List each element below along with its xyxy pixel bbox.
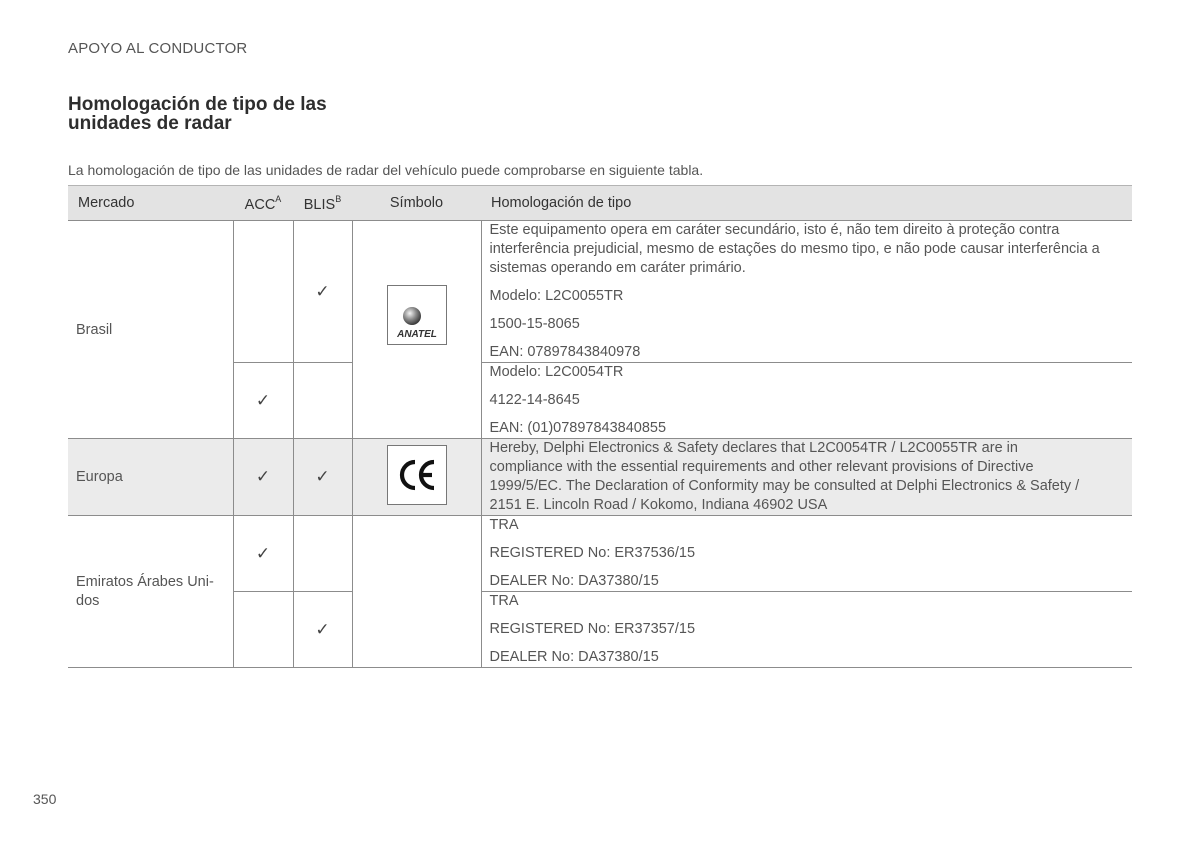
acc-check: ✓ xyxy=(233,363,293,439)
table-row xyxy=(68,221,1132,363)
brasil-ean-1: EAN: 07897843840978 xyxy=(489,344,641,360)
header-symbol: Símbolo xyxy=(352,186,481,221)
emiratos-line-1: Emiratos Árabes Uni- xyxy=(76,573,214,590)
market-emiratos xyxy=(68,516,233,668)
title-line-1: Homologación de tipo de las xyxy=(68,94,327,115)
header-homologation: Homologación de tipo xyxy=(481,186,1132,221)
europa-line-4: 2151 E. Lincoln Road / Kokomo, Indiana 46902 USA xyxy=(489,497,828,513)
symbol-cell xyxy=(352,439,481,516)
emiratos-tra-1: TRA xyxy=(489,517,519,533)
ce-mark-icon xyxy=(387,445,447,505)
page-number: 350 xyxy=(33,791,57,807)
homologation-brasil-2 xyxy=(481,363,1132,439)
homologation-table xyxy=(68,185,1132,668)
acc-check: ✓ xyxy=(233,439,293,516)
emiratos-tra-2: TRA xyxy=(489,593,519,609)
blis-cell xyxy=(293,516,352,592)
brasil-ean-2: EAN: (01)07897843840855 xyxy=(489,420,667,436)
homologation-brasil-1 xyxy=(481,221,1132,363)
table-row xyxy=(68,516,1132,592)
brasil-model-1: Modelo: L2C0055TR xyxy=(489,288,624,304)
intro-text: La homologación de tipo de las unidades de radar del vehículo puede comprobarse en siguiente tabla. xyxy=(68,162,704,178)
homologation-emiratos-2 xyxy=(481,592,1132,668)
emiratos-registered-2: REGISTERED No: ER37357/15 xyxy=(489,621,696,637)
europa-line-2: compliance with the essential requirements and other relevant provisions of Directive xyxy=(489,459,1034,475)
title-line-2: unidades de radar xyxy=(68,113,232,134)
symbol-cell xyxy=(352,516,481,668)
blis-cell xyxy=(293,363,352,439)
homologation-emiratos-1 xyxy=(481,516,1132,592)
homologation-europa xyxy=(481,439,1132,516)
blis-check: ✓ xyxy=(293,221,352,363)
emiratos-dealer-2: DEALER No: DA37380/15 xyxy=(489,649,659,665)
page-title xyxy=(68,95,468,133)
anatel-logo-icon xyxy=(387,285,447,345)
brasil-code-1: 1500-15-8065 xyxy=(489,316,580,332)
europa-line-3: 1999/5/EC. The Declaration of Conformity may be consulted at Delphi Electronics & Safety / xyxy=(489,478,1080,494)
table-row xyxy=(68,439,1132,516)
table-header-row xyxy=(68,186,1132,221)
emiratos-line-2: dos xyxy=(76,592,100,609)
brasil-model-2: Modelo: L2C0054TR xyxy=(489,364,624,380)
market-brasil: Brasil xyxy=(68,221,233,439)
emiratos-registered-1: REGISTERED No: ER37536/15 xyxy=(489,545,696,561)
header-acc: $ACC^A$ xyxy=(233,186,293,221)
blis-check: ✓ xyxy=(293,439,352,516)
acc-check: ✓ xyxy=(233,516,293,592)
svg-text:ANATEL: ANATEL xyxy=(396,328,437,340)
blis-check: ✓ xyxy=(293,592,352,668)
europa-line-1: Hereby, Delphi Electronics & Safety declares that L2C0054TR / L2C0055TR are in xyxy=(489,440,1018,456)
brasil-code-2: 4122-14-8645 xyxy=(489,392,580,408)
brasil-paragraph: Este equipamento opera em caráter secundário, isto é, não tem direito à proteção contra interferência prejudicial, mesmo de estações do mesmo tipo, e não pode causar interferência a sistemas operando em caráter primário. xyxy=(489,222,1100,276)
acc-cell xyxy=(233,592,293,668)
symbol-cell xyxy=(352,221,481,439)
market-europa: Europa xyxy=(68,439,233,516)
header-market: Mercado xyxy=(68,186,233,221)
header-blis: $BLIS^B$ xyxy=(293,186,352,221)
emiratos-dealer-1: DEALER No: DA37380/15 xyxy=(489,573,659,589)
section-header: APOYO AL CONDUCTOR xyxy=(68,40,248,57)
acc-cell xyxy=(233,221,293,363)
